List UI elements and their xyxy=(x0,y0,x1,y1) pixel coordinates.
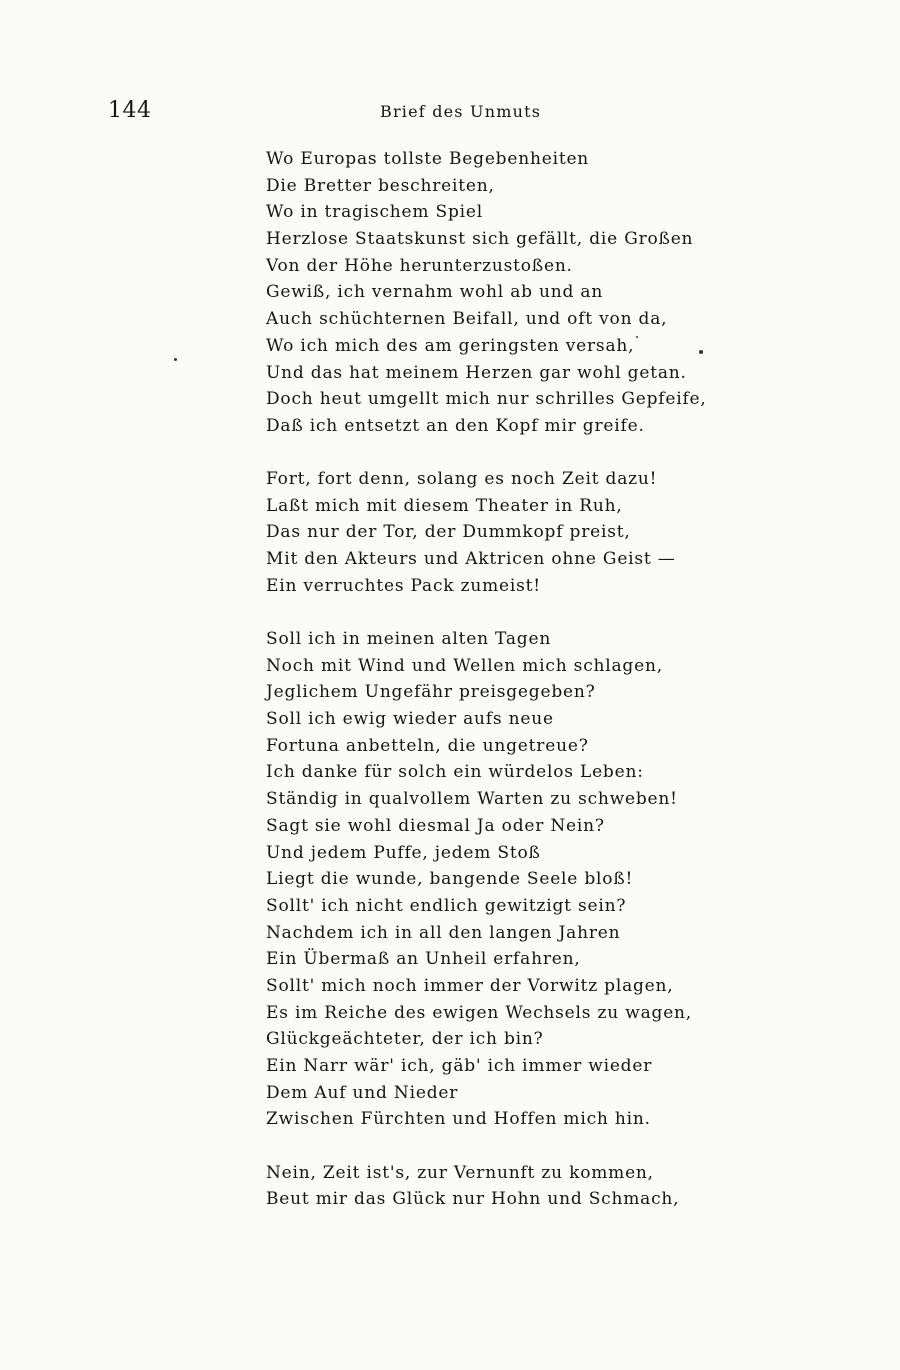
stanza-1 xyxy=(266,146,707,440)
poem-line: Ein verruchtes Pack zumeist! xyxy=(266,575,541,596)
poem-line: Daß ich entsetzt an den Kopf mir greife. xyxy=(266,415,645,436)
print-speck xyxy=(174,358,177,361)
poem-body xyxy=(266,146,707,1239)
print-speck xyxy=(636,336,638,338)
print-speck xyxy=(699,350,703,354)
poem-line: Gewiß, ich vernahm wohl ab und an xyxy=(266,282,604,303)
poem-line: Ich danke für solch ein würdelos Leben: xyxy=(266,762,644,783)
poem-line: Wo ich mich des am geringsten versah, xyxy=(266,335,635,356)
poem-line: Herzlose Staatskunst sich gefällt, die Großen xyxy=(266,229,694,250)
poem-line: Mit den Akteurs und Aktricen ohne Geist — xyxy=(266,549,676,570)
poem-line: Wo Europas tollste Begebenheiten xyxy=(266,149,590,169)
poem-line: Zwischen Fürchten und Hoffen mich hin. xyxy=(266,1109,651,1130)
poem-line: Soll ich ewig wieder aufs neue xyxy=(266,709,554,730)
poem-line: Soll ich in meinen alten Tagen xyxy=(266,629,552,649)
poem-line: Und das hat meinem Herzen gar wohl getan. xyxy=(266,362,687,383)
running-head: Brief des Unmuts xyxy=(380,102,542,121)
poem-line: Ein Übermaß an Unheil erfahren, xyxy=(266,949,581,970)
poem-line: Laßt mich mit diesem Theater in Ruh, xyxy=(266,495,623,516)
poem-line: Sagt sie wohl diesmal Ja oder Nein? xyxy=(266,815,605,836)
poem-line: Wo in tragischem Spiel xyxy=(266,202,484,223)
poem-line: Nein, Zeit ist's, zur Vernunft zu kommen, xyxy=(266,1162,654,1183)
page-number: 144 xyxy=(108,98,152,123)
poem-line: Doch heut umgellt mich nur schrilles Gepfeife, xyxy=(266,389,707,410)
poem-line: Fortuna anbetteln, die ungetreue? xyxy=(266,735,589,756)
poem-line: Ständig in qualvollem Warten zu schweben! xyxy=(266,789,678,810)
poem-line: Beut mir das Glück nur Hohn und Schmach, xyxy=(266,1189,680,1210)
poem-line: Das nur der Tor, der Dummkopf preist, xyxy=(266,522,631,543)
poem-line: Ein Narr wär' ich, gäb' ich immer wieder xyxy=(266,1056,653,1076)
poem-line: Fort, fort denn, solang es noch Zeit dazu! xyxy=(266,469,658,490)
poem-line: Die Bretter beschreiten, xyxy=(266,175,495,196)
poem-line: Sollt' ich nicht endlich gewitzigt sein? xyxy=(266,895,627,916)
poem-line: Nachdem ich in all den langen Jahren xyxy=(266,922,621,943)
poem-line: Jeglichem Ungefähr preisgegeben? xyxy=(266,682,596,703)
stanza-4 xyxy=(266,1160,686,1213)
poem-line: Und jedem Puffe, jedem Stoß xyxy=(266,842,541,863)
poem-line: Von der Höhe herunterzustoßen. xyxy=(266,255,573,276)
poem-line: Auch schüchternen Beifall, und oft von da, xyxy=(266,309,668,330)
poem-line: Dem Auf und Nieder xyxy=(266,1082,459,1103)
stanza-3 xyxy=(266,626,693,1133)
poem-line: Glückgeächteter, der ich bin? xyxy=(266,1029,544,1050)
poem-line: Liegt die wunde, bangende Seele bloß! xyxy=(266,869,634,890)
poem-line: Noch mit Wind und Wellen mich schlagen, xyxy=(266,655,663,676)
poem-line: Es im Reiche des ewigen Wechsels zu wagen, xyxy=(266,1002,693,1023)
stanza-2 xyxy=(266,466,686,599)
poem-line: Sollt' mich noch immer der Vorwitz plagen, xyxy=(266,975,674,996)
